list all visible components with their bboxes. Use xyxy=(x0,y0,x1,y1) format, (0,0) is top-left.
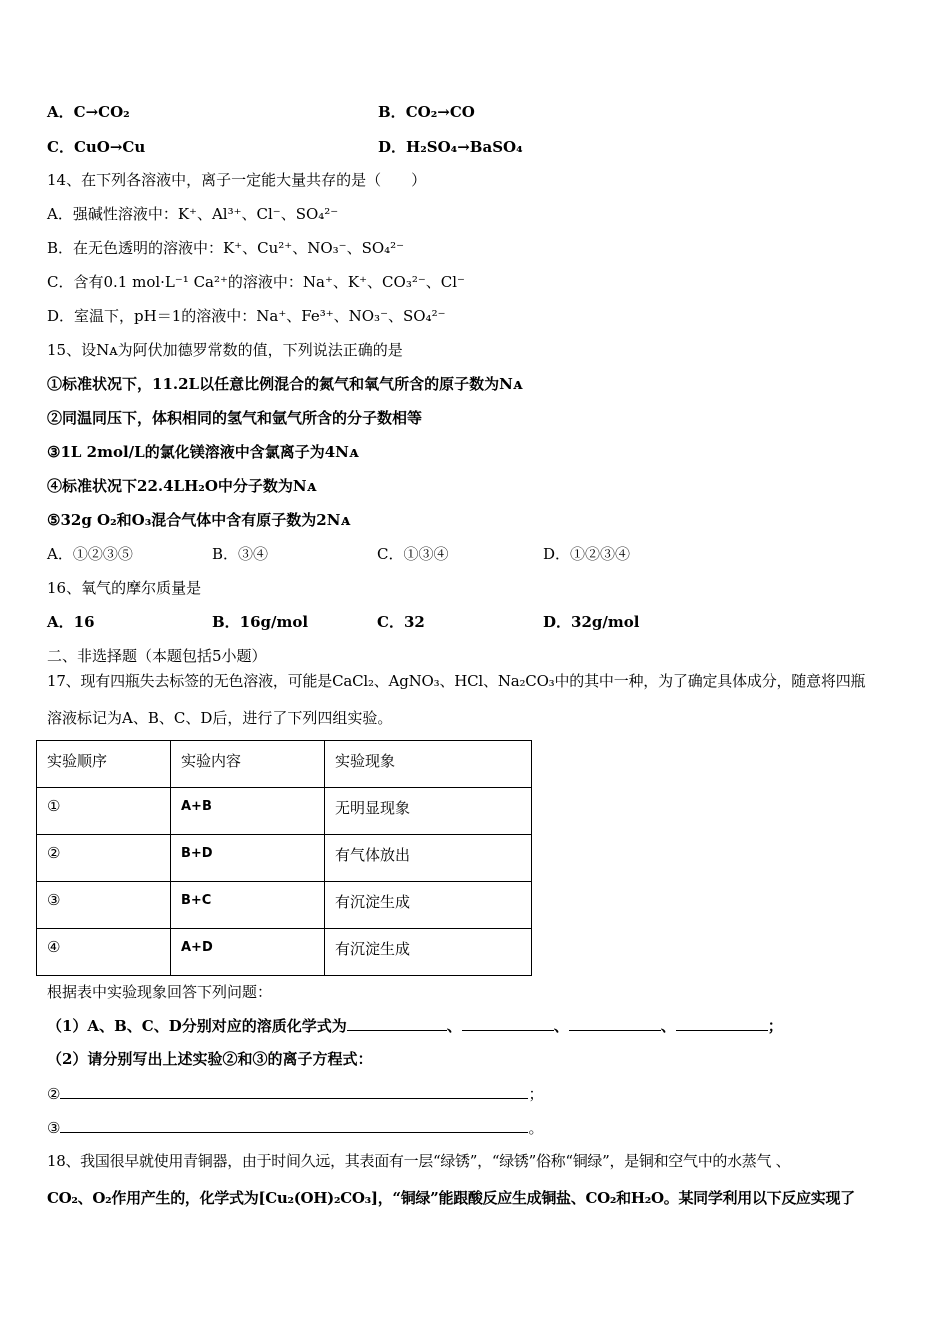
q15-statement-5: ⑤32g O₂和O₃混合气体中含有原子数为2Nᴀ xyxy=(47,511,351,529)
answer-blank[interactable] xyxy=(60,1117,528,1133)
q14-option-b: B．在无色透明的溶液中：K⁺、Cu²⁺、NO₃⁻、SO₄²⁻ xyxy=(47,239,405,257)
table-cell: A+B xyxy=(171,788,325,835)
answer-blank[interactable] xyxy=(676,1015,768,1031)
q15-statement-1: ①标准状况下，11.2L以任意比例混合的氮气和氧气所含的原子数为Nᴀ xyxy=(47,375,523,393)
q17-stem-line1: 17、现有四瓶失去标签的无色溶液，可能是CaCl₂、AgNO₃、HCl、Na₂CO₃中的其中一种，为了确定具体成分，随意将四瓶 xyxy=(47,672,866,690)
q18-line2: CO₂、O₂作用产生的，化学式为[Cu₂(OH)₂CO₃]，“铜绿”能跟酸反应生成铜盐、CO₂和H₂O。某同学利用以下反应实现了 xyxy=(47,1189,855,1207)
q16-option-b: B．16g/mol xyxy=(212,613,309,631)
table-cell: 有沉淀生成 xyxy=(325,882,532,929)
q15-statement-4: ④标准状况下22.4LH₂O中分子数为Nᴀ xyxy=(47,477,317,495)
q17-after-table: 根据表中实验现象回答下列问题： xyxy=(47,983,273,1001)
q16-option-a: A．16 xyxy=(47,613,95,631)
table-cell: B+C xyxy=(171,882,325,929)
table-cell: ② xyxy=(37,835,171,882)
q15-option-c: C．①③④ xyxy=(377,545,449,563)
table-header: 实验顺序 xyxy=(37,741,171,788)
table-row xyxy=(37,929,532,976)
q13-option-d: D．H₂SO₄→BaSO₄ xyxy=(378,138,523,156)
q16-option-c: C．32 xyxy=(377,613,425,631)
q13-option-a: A．C→CO₂ xyxy=(47,103,130,121)
table-cell: ③ xyxy=(37,882,171,929)
table-header: 实验内容 xyxy=(171,741,325,788)
q15-option-a: A．①②③⑤ xyxy=(47,545,133,563)
q14-option-d: D．室温下，pH＝1的溶液中：Na⁺、Fe³⁺、NO₃⁻、SO₄²⁻ xyxy=(47,307,446,325)
q15-option-b: B．③④ xyxy=(212,545,269,563)
table-header-row xyxy=(37,741,532,788)
q18-line1: 18、我国很早就使用青铜器，由于时间久远，其表面有一层“绿锈”，“绿锈”俗称“铜绿”，是铜和空气中的水蒸气 、 xyxy=(47,1152,791,1170)
answer-blank[interactable] xyxy=(462,1015,554,1031)
q17-part1: （1）A、B、C、D分别对应的溶质化学式为 、 、 、 ； xyxy=(47,1017,783,1035)
table-header: 实验现象 xyxy=(325,741,532,788)
table-cell: ④ xyxy=(37,929,171,976)
table-row xyxy=(37,788,532,835)
q15-stem: 15、设Nᴀ为阿伏加德罗常数的值，下列说法正确的是 xyxy=(47,341,403,359)
experiment-table xyxy=(36,740,532,976)
table-row xyxy=(37,835,532,882)
table-cell: 有沉淀生成 xyxy=(325,929,532,976)
table-cell: A+D xyxy=(171,929,325,976)
q14-option-a: A．强碱性溶液中：K⁺、Al³⁺、Cl⁻、SO₄²⁻ xyxy=(47,205,339,223)
q13-option-c: C．CuO→Cu xyxy=(47,138,146,156)
q15-option-d: D．①②③④ xyxy=(543,545,631,563)
answer-blank[interactable] xyxy=(60,1083,528,1099)
q15-statement-2: ②同温同压下，体积相同的氢气和氩气所含的分子数相等 xyxy=(47,409,423,427)
table-cell: 无明显现象 xyxy=(325,788,532,835)
q16-stem: 16、氧气的摩尔质量是 xyxy=(47,579,202,597)
q14-stem: 14、在下列各溶液中，离子一定能大量共存的是（ ） xyxy=(47,171,427,189)
table-cell: ① xyxy=(37,788,171,835)
table-row xyxy=(37,882,532,929)
q16-option-d: D．32g/mol xyxy=(543,613,640,631)
q13-option-b: B．CO₂→CO xyxy=(378,103,475,121)
q17-answer-line-3: ③ 。 xyxy=(47,1119,544,1137)
table-cell: B+D xyxy=(171,835,325,882)
q17-part2: （2）请分别写出上述实验②和③的离子方程式： xyxy=(47,1050,373,1068)
table-cell: 有气体放出 xyxy=(325,835,532,882)
q15-statement-3: ③1L 2mol/L的氯化镁溶液中含氯离子为4Nᴀ xyxy=(47,443,359,461)
q17-answer-line-2: ② ； xyxy=(47,1085,544,1103)
section-heading: 二、非选择题（本题包括5小题） xyxy=(47,647,267,665)
q14-option-c: C．含有0.1 mol·L⁻¹ Ca²⁺的溶液中：Na⁺、K⁺、CO₃²⁻、Cl⁻ xyxy=(47,273,465,291)
answer-blank[interactable] xyxy=(569,1015,661,1031)
q17-stem-line2: 溶液标记为A、B、C、D后，进行了下列四组实验。 xyxy=(47,709,393,727)
answer-blank[interactable] xyxy=(347,1015,447,1031)
